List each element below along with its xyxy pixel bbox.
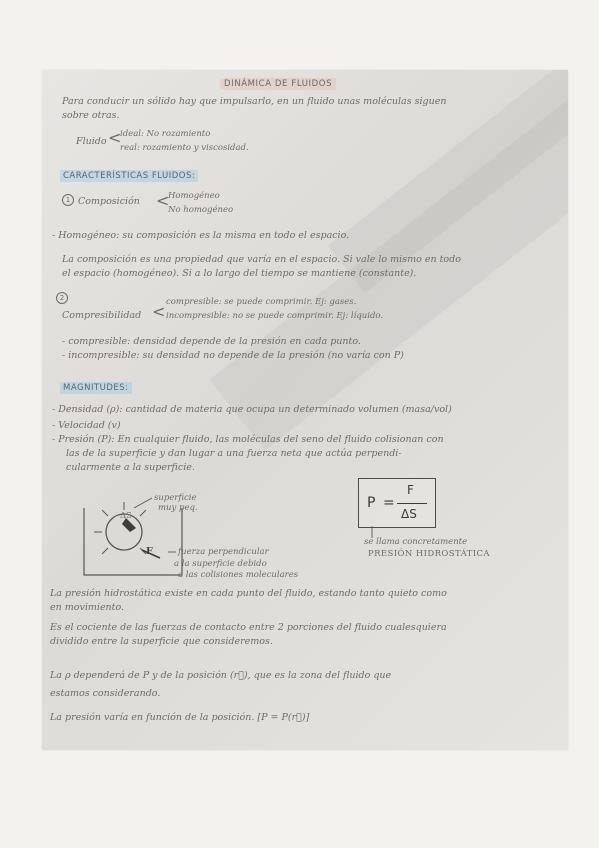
brace-icon: <: [152, 302, 166, 321]
container-outline: [84, 508, 182, 575]
homogeneo-definition: - Homogéneo: su composición es la misma en todo el espacio.: [52, 230, 350, 241]
closing-line-1: La presión hidrostática existe en cada punto del fluido, estando tanto quieto como: [50, 588, 447, 599]
formula-denominator: ΔS: [401, 507, 417, 521]
force-label: F: [146, 546, 153, 557]
notebook-page: [42, 70, 568, 750]
fluido-real: real: rozamiento y viscosidad.: [120, 143, 249, 153]
compresibilidad-opt-2: incompresible: no se puede comprimir. Ej: líquido.: [166, 311, 384, 321]
formula-numerator: F: [407, 483, 414, 497]
compresibilidad-opt-1: compresible: se puede comprimir. Ej: gases.: [166, 297, 357, 307]
closing-line-7: La presión varía en función de la posición. [P = P(r⃗)]: [50, 712, 310, 723]
formula-note-1: se llama concretamente: [364, 537, 468, 547]
composicion-opt-1: Homogéneo: [168, 191, 220, 201]
brace-icon: <: [156, 191, 170, 210]
composicion-paragraph-2: el espacio (homogéneo). Si a lo largo del tiempo se mantiene (constante).: [62, 268, 417, 279]
intro-line-1: Para conducir un sólido hay que impulsarlo, en un fluido unas moléculas siguen: [62, 96, 447, 107]
compresibilidad-label: Compresibilidad: [62, 310, 142, 321]
pressure-diagram: [42, 70, 568, 750]
closing-line-3: Es el cociente de las fuerzas de contacto entre 2 porciones del fluido cualesquiera: [50, 622, 447, 633]
closing-line-4: dividido entre la superficie que consideremos.: [50, 636, 273, 647]
fraction-bar: [397, 503, 427, 504]
composicion-paragraph-1: La composición es una propiedad que varía en el espacio. Si vale lo mismo en todo: [62, 254, 461, 265]
brace-icon: <: [108, 128, 122, 147]
page-title: DINÁMICA DE FLUIDOS: [220, 78, 336, 90]
section-caracteristicas: CARACTERÍSTICAS FLUIDOS:: [60, 170, 198, 182]
formula-note-2: PRESIÓN HIDROSTÁTICA: [368, 549, 490, 559]
closing-line-6: estamos considerando.: [50, 688, 161, 699]
force-description-2: a la superficie debido: [174, 559, 267, 569]
delta-s-label: ΔS: [120, 511, 132, 521]
presion-line-2: las de la superficie y dan lugar a una fuerza neta que actúa perpendi-: [66, 448, 402, 459]
section-magnitudes: MAGNITUDES:: [60, 382, 132, 394]
diagram-surface-label: superficie: [154, 493, 197, 503]
formula-equals: =: [383, 495, 395, 511]
formula-p: P: [367, 495, 376, 511]
surface-pointer: [134, 498, 152, 508]
fluido-ideal: ideal: No rozamiento: [120, 129, 211, 139]
force-description-3: a las colisiones moleculares: [178, 570, 299, 580]
densidad-line: - Densidad (ρ): cantidad de materia que ocupa un determinado volumen (masa/vol): [52, 404, 452, 415]
incompresible-bullet: - incompresible: su densidad no depende de la presión (no varía con P): [62, 350, 404, 361]
number-2: 2: [56, 292, 68, 304]
diagram-surface-label-2: muy peq.: [158, 503, 198, 513]
number-1: 1: [62, 194, 74, 206]
intro-line-2: sobre otras.: [62, 110, 120, 121]
presion-line-1: - Presión (P): En cualquier fluido, las moléculas del seno del fluido colisionan con: [52, 434, 444, 445]
force-description-1: fuerza perpendicular: [178, 547, 269, 557]
composicion-label: Composición: [78, 196, 140, 207]
closing-line-2: en movimiento.: [50, 602, 125, 613]
compresible-bullet: - compresible: densidad depende de la presión en cada punto.: [62, 336, 361, 347]
composicion-opt-2: No homogéneo: [168, 205, 234, 215]
closing-line-5: La ρ dependerá de P y de la posición (r⃗), que es la zona del fluido que: [50, 670, 392, 681]
presion-line-3: cularmente a la superficie.: [66, 462, 195, 473]
pressure-formula-box: [358, 478, 436, 528]
velocidad-line: - Velocidad (v): [52, 420, 121, 431]
fluido-label: Fluido: [76, 136, 107, 147]
